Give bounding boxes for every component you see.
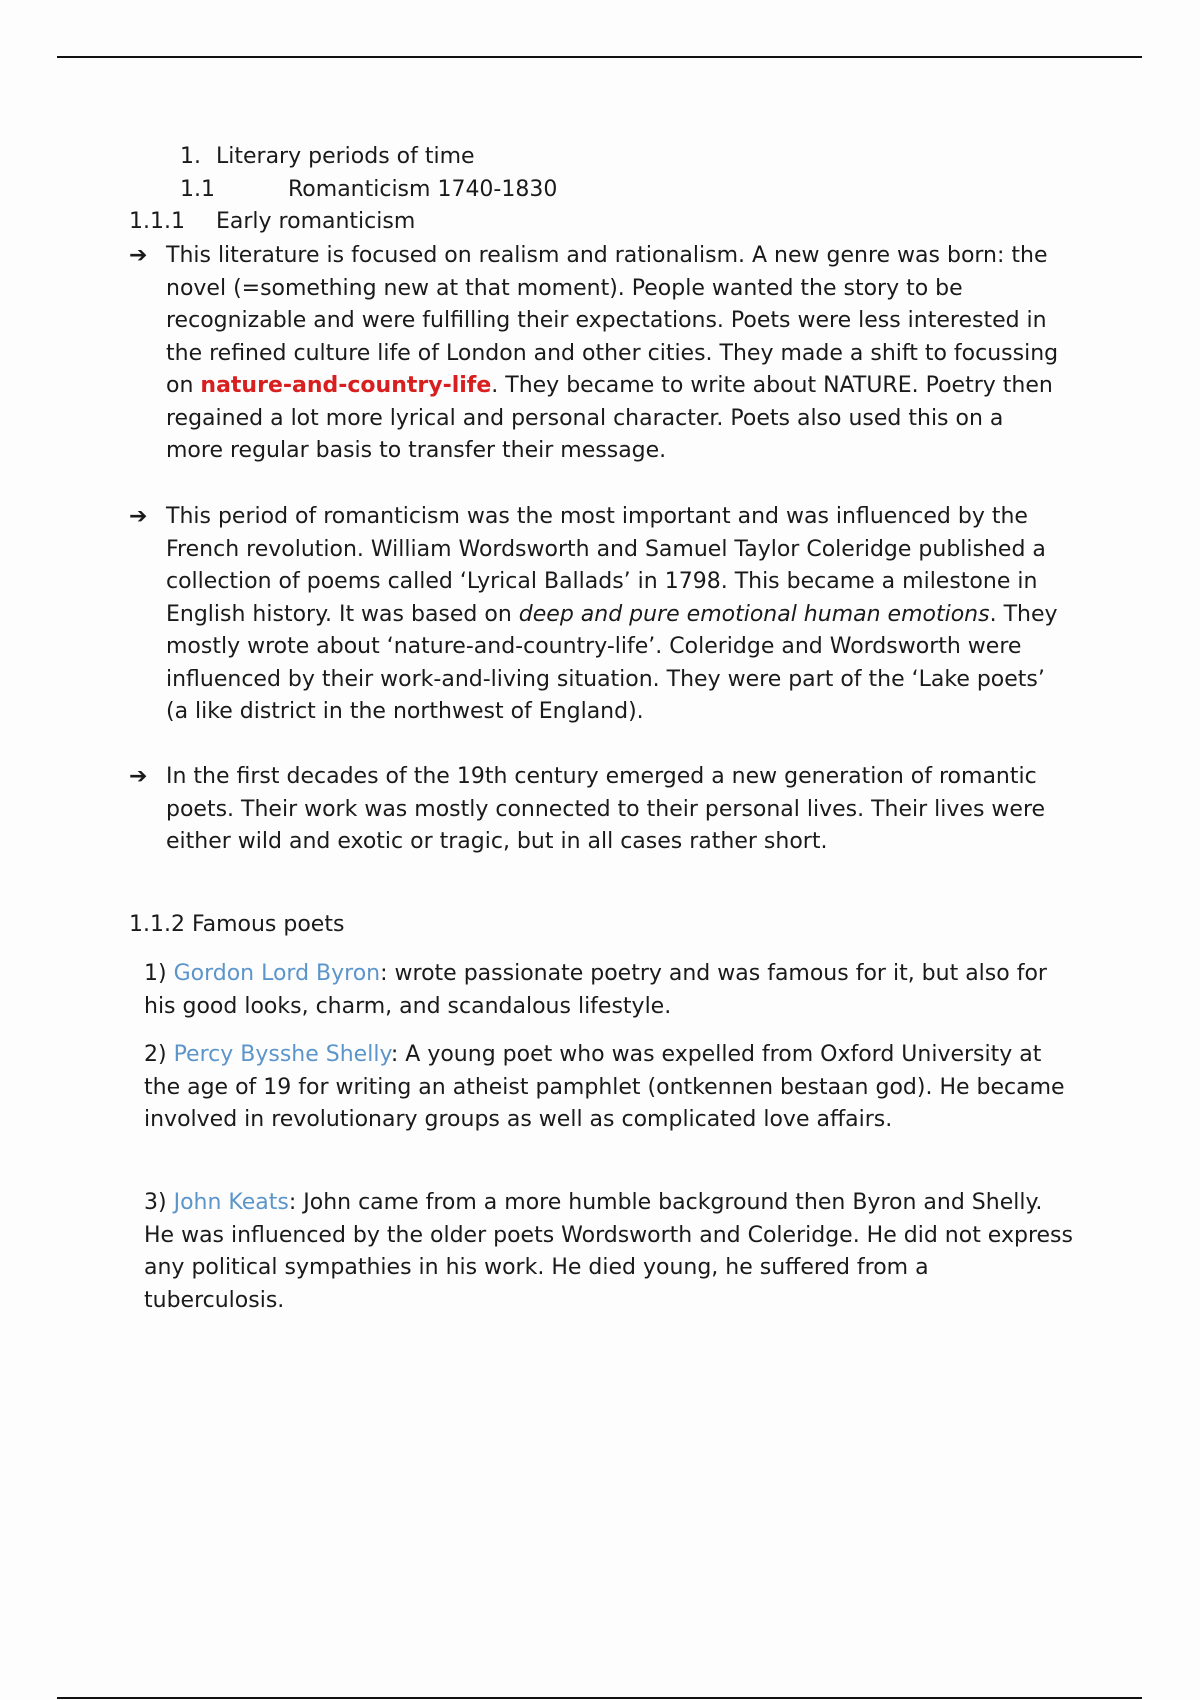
highlight-text: nature-and-country-life	[200, 373, 492, 398]
item-number: 1)	[144, 961, 174, 986]
bullet-paragraph	[166, 501, 1066, 729]
text: In the first decades of the 19th century emerged a new generation of romantic poets. Their work was mostly connected to their personal lives. Their lives were either wild and exotic or tragic, but in all cases rather short.	[166, 764, 1046, 854]
text: : John came from a more humble background then Byron and Shelly. He was influenced by the older poets Wordsworth and Coleridge. He did not express any political sympathies in his work. He died young, he suffered from a tuberculosis.	[144, 1190, 1073, 1313]
poet-item	[144, 1039, 1074, 1137]
poet-name: John Keats	[173, 1190, 289, 1215]
heading-text: Literary periods of time	[216, 144, 475, 169]
heading-1-1-1	[129, 206, 416, 239]
bullet-paragraph	[166, 761, 1066, 859]
arrow-bullet-icon: ➔	[129, 764, 148, 789]
heading-1	[180, 141, 475, 174]
heading-text: Romanticism 1740-1830	[288, 177, 558, 202]
bullet-paragraph	[166, 240, 1066, 468]
poet-name: Percy Bysshe Shelly	[173, 1042, 391, 1067]
footer-rule	[57, 1697, 1142, 1699]
text: This period of romanticism was the most important and was influenced by the French revolution. William Wordsworth and Samuel Taylor Coleridge published a collection of poems called ‘Lyrical Ballads’ in 1798. This became a milestone in English history. It was based on	[166, 504, 1046, 627]
italic-text: deep and pure emotional human emotions	[518, 601, 990, 627]
arrow-bullet-icon: ➔	[129, 243, 148, 268]
heading-number: 1.	[180, 144, 201, 169]
poet-item	[144, 958, 1074, 1023]
arrow-bullet-icon: ➔	[129, 504, 148, 529]
text: . They mostly wrote about ‘nature-and-country-life’. Coleridge and Wordsworth were influenced by their work-and-living situation. They were part of the ‘Lake poets’ (a like district in the northwest of England).	[166, 601, 1058, 724]
heading-1-1-2: 1.1.2 Famous poets	[129, 912, 345, 937]
poet-item	[144, 1187, 1074, 1317]
heading-number: 1.1	[180, 177, 215, 202]
text: . They became to write about NATURE. Poetry then regained a lot more lyrical and personal character. Poets also used this on a more regular basis to transfer their message.	[166, 373, 1053, 463]
heading-text: Early romanticism	[216, 209, 416, 234]
heading-number: 1.1.1	[129, 209, 185, 234]
text: : wrote passionate poetry and was famous for it, but also for his good looks, charm, and scandalous lifestyle.	[144, 961, 1047, 1019]
text: : A young poet who was expelled from Oxford University at the age of 19 for writing an atheist pamphlet (ontkennen bestaan god). He became involved in revolutionary groups as well as complicated love affairs.	[144, 1042, 1065, 1132]
header-rule	[57, 56, 1142, 58]
poet-name: Gordon Lord Byron	[173, 961, 381, 986]
item-number: 2)	[144, 1042, 174, 1067]
item-number: 3)	[144, 1190, 174, 1215]
heading-1-1	[180, 174, 558, 207]
text: This literature is focused on realism and rationalism. A new genre was born: the novel (=something new at that moment). People wanted the story to be recognizable and were fulfilling their expectations. Poets were less interested in the refined culture life of London and other cities. They made a shift to focussing on	[166, 243, 1059, 398]
